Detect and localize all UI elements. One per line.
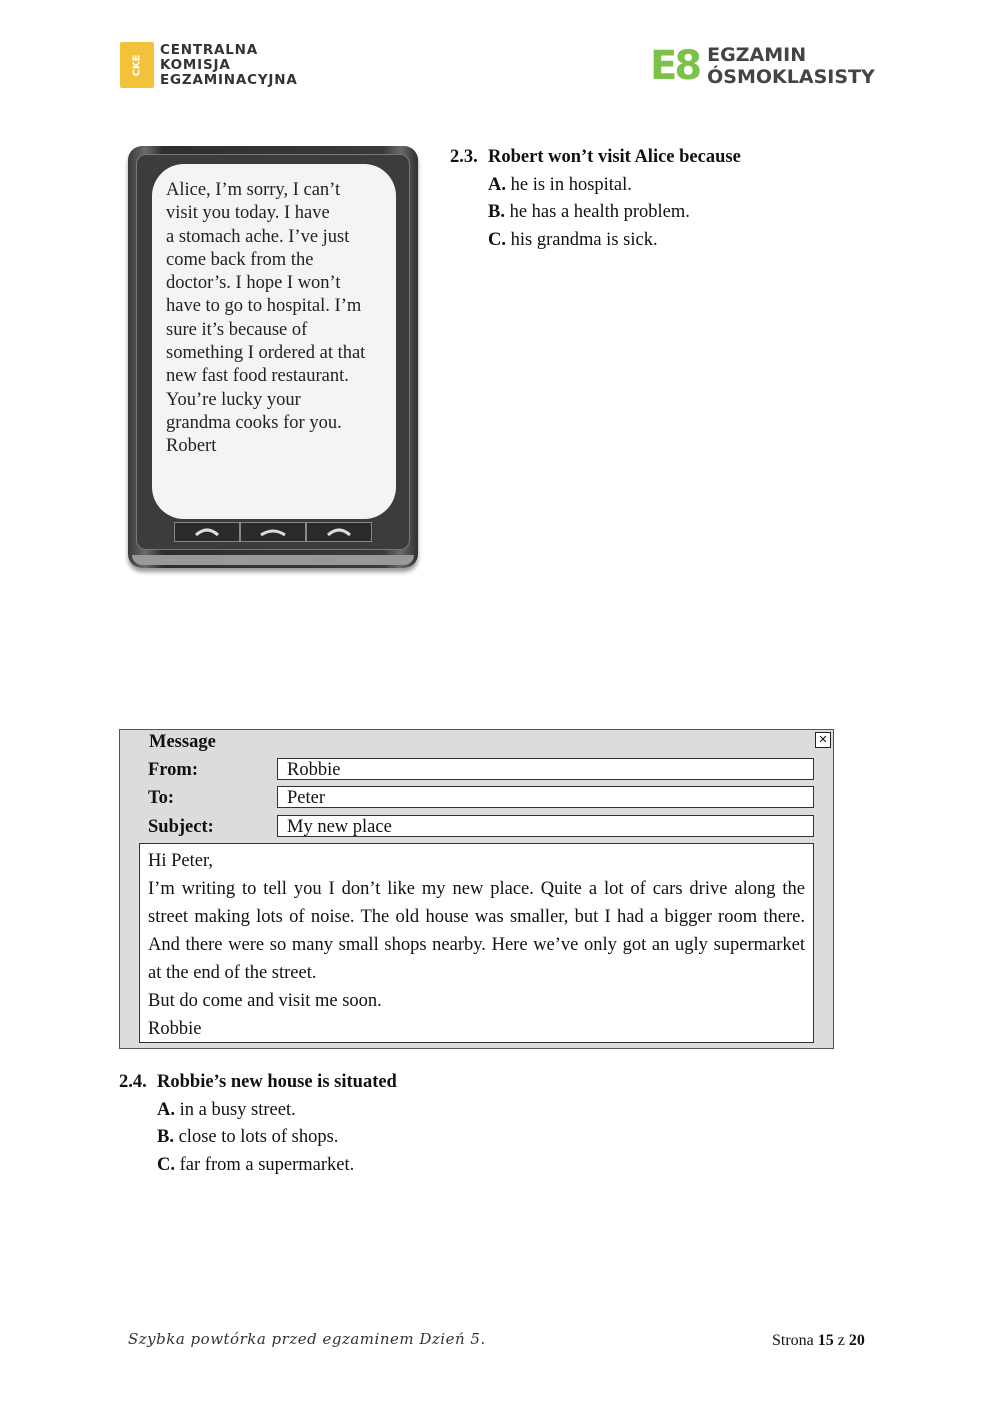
option-letter: C. — [157, 1154, 175, 1175]
sms-line: grandma cooks for you. — [166, 412, 342, 433]
answer-option-a[interactable] — [119, 1097, 397, 1125]
option-text: his grandma is sick. — [510, 229, 658, 250]
from-field[interactable]: Robbie — [277, 758, 814, 780]
call-icon — [174, 522, 240, 542]
option-text: he has a health problem. — [509, 202, 690, 222]
question-stem: Robert won’t visit Alice because — [488, 147, 741, 167]
message-signature: Robbie — [148, 1019, 202, 1039]
question-2-3 — [450, 144, 741, 254]
sms-line: Robert — [166, 436, 217, 457]
question-2-4 — [119, 1069, 397, 1179]
sms-line: come back from the — [166, 249, 314, 270]
phone-illustration — [128, 146, 418, 568]
cke-line-1: CENTRALNA — [160, 41, 259, 58]
subject-field[interactable]: My new place — [277, 815, 814, 837]
phone-buttons — [174, 522, 372, 542]
message-paragraph: I’m writing to tell you I don’t like my new place. Quite a lot of cars drive along the street making lots of noise. The old house was smaller, but I had a bigger room there. And there were so many small shops nearby. Here we’ve only got an ugly supermarket at the end of the street. — [148, 879, 805, 983]
sms-line: have to go to hospital. I’m — [166, 296, 362, 317]
close-icon[interactable]: ✕ — [815, 732, 831, 748]
page-prefix: Strona — [772, 1332, 814, 1349]
phone-base — [132, 555, 414, 565]
e8-line-1: EGZAMIN — [707, 44, 807, 66]
menu-icon — [240, 522, 306, 542]
sms-line: You’re lucky your — [166, 389, 301, 410]
sms-line: Alice, I’m sorry, I can’t — [166, 180, 341, 200]
option-letter: C. — [488, 229, 506, 250]
option-text: in a busy street. — [179, 1099, 296, 1120]
message-greeting: Hi Peter, — [148, 851, 214, 871]
page-total: 20 — [848, 1332, 865, 1349]
option-letter: A. — [157, 1099, 175, 1120]
answer-option-b[interactable] — [119, 1124, 397, 1152]
option-text: he is in hospital. — [510, 174, 632, 195]
message-body[interactable] — [139, 843, 814, 1043]
cke-logo-text — [160, 43, 298, 88]
from-label: From: — [148, 760, 198, 780]
cke-line-2: KOMISJA — [160, 56, 231, 73]
e8-line-2: ÓSMOKLASISTY — [707, 66, 875, 88]
answer-option-c[interactable] — [450, 227, 741, 255]
question-number: 2.4. — [119, 1072, 147, 1092]
sms-line: a stomach ache. I’ve just — [166, 226, 350, 247]
cke-logo-letters: CKE — [131, 54, 143, 76]
cke-line-3: EGZAMINACYJNA — [160, 71, 298, 88]
option-text: far from a supermarket. — [179, 1154, 355, 1175]
question-stem: Robbie’s new house is situated — [157, 1072, 397, 1092]
cke-logo — [120, 42, 298, 88]
answer-option-b[interactable] — [450, 199, 741, 227]
sms-line: doctor’s. I hope I won’t — [166, 273, 341, 294]
page-current: 15 — [817, 1332, 834, 1349]
e8-logo — [650, 44, 875, 88]
page-separator: z — [837, 1332, 845, 1349]
message-closing: But do come and visit me soon. — [148, 991, 382, 1011]
subject-label: Subject: — [148, 817, 214, 837]
e8-logo-text — [707, 44, 875, 88]
sms-line: visit you today. I have — [166, 203, 330, 224]
option-letter: B. — [488, 202, 505, 222]
option-text: close to lots of shops. — [178, 1127, 339, 1147]
sms-line: sure it’s because of — [166, 319, 308, 340]
cke-logo-mark — [120, 42, 154, 88]
to-label: To: — [148, 788, 175, 808]
hangup-icon — [306, 522, 372, 542]
sms-message — [166, 179, 391, 459]
question-number: 2.3. — [450, 147, 478, 167]
answer-option-c[interactable] — [119, 1152, 397, 1180]
to-field[interactable]: Peter — [277, 786, 814, 808]
sms-line: something I ordered at that — [166, 343, 366, 364]
message-title: Message — [149, 732, 216, 752]
page-number — [772, 1332, 865, 1350]
message-window — [119, 729, 834, 1049]
answer-option-a[interactable] — [450, 172, 741, 200]
footer-caption: Szybka powtórka przed egzaminem Dzień 5. — [128, 1330, 486, 1348]
option-letter: A. — [488, 174, 506, 195]
sms-line: new fast food restaurant. — [166, 366, 349, 387]
phone-screen — [152, 164, 396, 519]
option-letter: B. — [157, 1127, 174, 1147]
e8-logo-mark: E8 — [650, 43, 700, 89]
